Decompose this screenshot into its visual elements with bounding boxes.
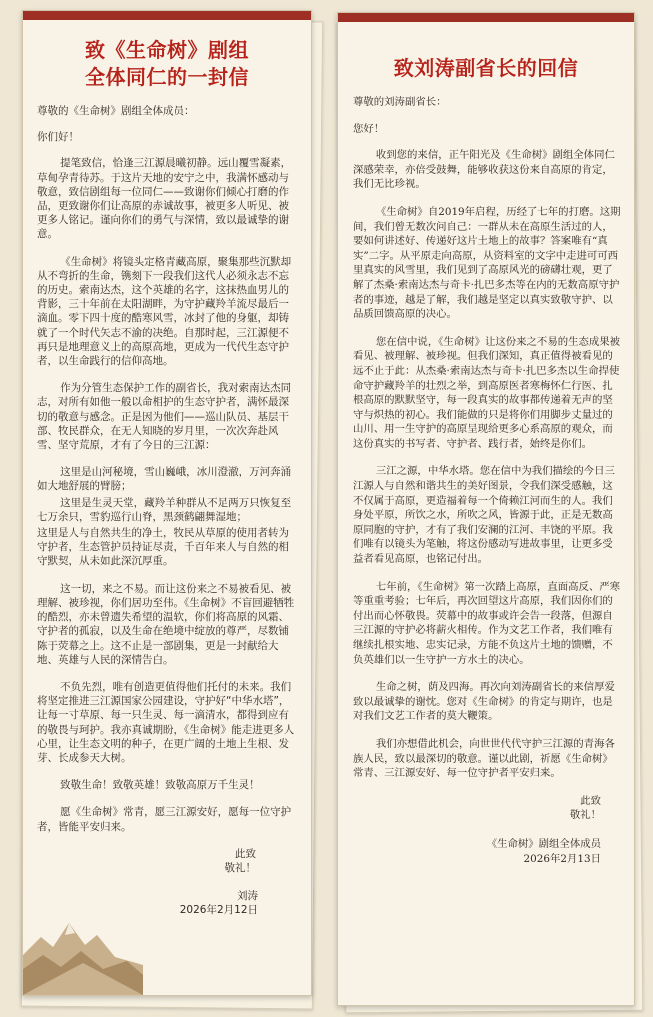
letter-left <box>22 10 312 996</box>
paragraph: 不负先烈，唯有创造更值得他们托付的未来。我们将坚定推进三江源国家公园建设，守护好“中华水塔”，让每一寸草原、每一只生灵、每一滴清水，都得到应有的敬畏与珂护。我亦真诚期盼，《生命树》能走进更多人心里，让生态文明的种子，在更广阔的土地上生根、发芽、长成参天大树。 <box>37 680 295 764</box>
closing-line-1: 此致 <box>580 794 601 807</box>
top-binding-strip <box>23 11 311 20</box>
paragraph: 提笔致信，恰逢三江源晨曦初静。远山覆雪凝素，草甸孕青待苏。于这片天地的安宁之中，我满怀感动与敬意，致信剧组每一位同仁——致谢你们倾心打磨的作品，更致谢你们让高原的赤诚故事，被更多人听见、被更多人铭记。谨向你们的勇气与深情，致以最诚挚的谢意。 <box>37 157 292 241</box>
top-binding-strip <box>338 13 634 22</box>
date: 2026年2月12日 <box>179 904 258 917</box>
paragraph: 致敬生命！致敬英雄！致敬高原万千生灵！ <box>60 779 260 792</box>
closing-line-2: 敬礼！ <box>569 809 601 822</box>
greeting: 您好！ <box>353 122 385 135</box>
signer: 刘涛 <box>237 890 258 903</box>
paragraph: 七年前，《生命树》第一次踏上高原，直面高反、严寒等重重考验；七年后，再次回望这片高原，我们因你们的付出而心怀敬畏。荧幕中的故事或许会告一段落，但源自三江源的守护必将薪火相传。作为文艺工作者，我们唯有继续扎根实地、忠实记录，方能不负这片土地的馈赠，不负英雄们以一生守护一方水土的决心。 <box>353 580 621 666</box>
signer: 《生命树》剧组全体成员 <box>486 837 601 850</box>
paragraph: 《生命树》将镜头定格青藏高原，聚集那些沉默却从不弯折的生命，镌刻下一段我们这代人必须永志不忘的历史。索南达杰，这个英雄的名字，这抹热血男儿的背影，三十年前在太阳湖畔，为守护藏羚羊流尽最后一滴血。零下四十度的酷寒风雪，冰封了他的身躯，却铸就了一个时代矢志不渝的决绝。自那时起，三江源便不再只是地理意义上的高原高地，更成为一代代生态守护者，以生命践行的信仰高地。 <box>37 255 292 368</box>
greeting: 你们好！ <box>37 131 79 144</box>
closing-line-2: 敬礼！ <box>224 861 256 874</box>
letter-body <box>338 95 634 866</box>
closing <box>37 847 298 875</box>
salutation: 尊敬的《生命树》剧组全体成员： <box>37 105 195 117</box>
paragraph: 生命之树，荫及四海。再次向刘涛副省长的来信厚爱致以最诚挚的谢忱。您对《生命树》的肯定与期许，也是对我们文艺工作者的莫大鞭策。 <box>353 681 615 723</box>
letter-right <box>337 12 635 1006</box>
paragraph: 愿《生命树》常青，愿三江源安好，愿每一位守护者，皆能平安归来。 <box>37 806 292 833</box>
letter-title <box>23 20 311 91</box>
paragraph: 收到您的来信，正午阳光及《生命树》剧组全体同仁深感荣幸，亦倍受鼓舞，能够收获这份来自高原的肯定，我们无比珍视。 <box>353 149 615 191</box>
list-line: 这里是人与自然共生的净土，牧民从草原的使用者转为守护者，生态管护员持证尽责，千百年来人与自然的相守默契，从未如此深沉厚重。 <box>37 527 289 568</box>
paragraph: 《生命树》自2019年启程，历经了七年的打磨。这期间，我们曾无数次问自己：一群从未在高原生活过的人，要如何讲述好、传递好这片土地上的故事？答案唯有“真实”二字。从平原走向高原，从资料室的文字中走进可可西里真实的风雪里，我们见到了高原风光的磅礴壮观，更了解了杰桑·索南达杰与奇卡·扎巴多杰等在内的无数高原守护者的事迹，越是了解，我们越是坚定以真实致敬守护、以品质回馈高原的决心。 <box>353 205 621 321</box>
letter-body <box>23 104 311 918</box>
paragraph: 我们亦想借此机会，向世世代代守护三江源的青海各族人民，致以最深切的敬意。谨以此剧，祈愿《生命树》常青、三江源安好、每一位守护者平安归来。 <box>353 737 615 780</box>
letter-title: 致刘涛副省长的回信 <box>393 56 579 80</box>
paragraph: 这一切，来之不易。而让这份来之不易被看见、被理解、被珍视，你们居功至伟。《生命树》不盲回避牺牲的酷烈，亦未曾遗失希望的温软，你们将高原的风霜、守护者的孤寂，以及生命在绝境中绽放的尊严，尽数铺陈于荧幕之上。这不止是一部剧集，更是一封献给大地、英雄与人民的深情告白。 <box>37 582 295 666</box>
paragraph: 您在信中说，《生命树》让这份来之不易的生态成果被看见、被理解、被珍视。但我们深知，真正值得被看见的远不止于此：从杰桑·索南达杰与奇卡·扎巴多杰以生命捍使命守护藏羚羊的壮烈之举，到高原医者寒梅怀仁行医、扎根高原的默默坚守，每一段真实的故事都传递着无声的坚守与炽热的初心。我们能做的只是将你们用脚步丈量过的山川、用一生守护的高原呈现给更多心系高原的观众，而这份真实的书写者、守护者、践行者，始终是你们。 <box>353 335 621 450</box>
list-line: 这里是生灵天堂，藏羚羊种群从不足两万只恢复至七万余只，雪豹巡行山脊，黑颈鹤翩舞湿地； <box>37 496 292 523</box>
closing-line-1: 此致 <box>235 847 256 860</box>
title-line-1: 致《生命树》剧组 <box>85 38 249 62</box>
list-line: 这里是山河秘境，雪山巍峨，冰川澄澈，万河奔涌如大地舒展的臂膀； <box>37 466 292 493</box>
mountain-envelope-illustration <box>23 885 143 995</box>
title-line-2: 全体同仁的一封信 <box>85 65 249 89</box>
closing <box>353 794 623 823</box>
date: 2026年2月13日 <box>523 852 601 865</box>
signature-block <box>353 837 623 866</box>
salutation: 尊敬的刘涛副省长： <box>353 96 447 108</box>
paragraph: 作为分管生态保护工作的副省长，我对索南达杰同志，对所有如他一般以命相护的生态守护者，满怀最深切的敬意与感念。正是因为他们——巡山队员、基层干部、牧民群众，在无人知晓的岁月里，一次次奔赴风雪、坚守荒原，才有了今日的三江源： <box>37 382 292 452</box>
paragraph: 三江之源，中华水塔。您在信中为我们描绘的今日三江源人与自然和谐共生的美好图景，令我们深受感触，这不仅属于高原，更造福着每一个倚赖江河而生的人。我们身处平原，所饮之水，所吹之风，皆源于此，正是无数高原同胞的守护，才有了我们安澜的江河、丰饶的平原。我们唯有以镜头为笔触，将这份感动写进故事里，让更多受益者看见高原，也铭记付出。 <box>353 465 615 566</box>
